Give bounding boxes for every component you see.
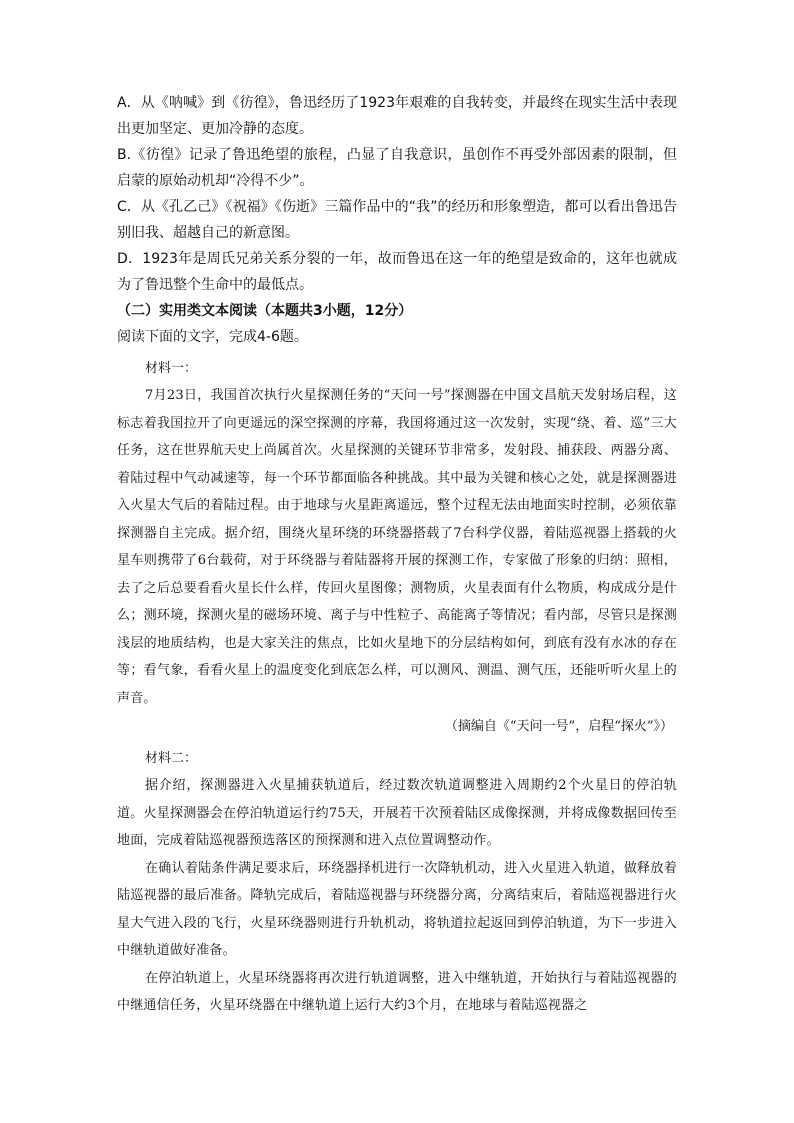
material2-paragraph-3: 在停泊轨道上，火星环绕器将再次进行轨道调整，进入中继轨道，开始执行与着陆巡视器的中继通信任务，火星环绕器在中继轨道上运行大约3个月，在地球与着陆巡视器之	[117, 970, 677, 1013]
material1-title: 材料一：	[145, 361, 198, 376]
material1-paragraph: 7月23日，我国首次执行火星探测任务的“天问一号”探测器在中国文昌航天发射场启程，这标志着我国拉开了向更遥远的深空探测的序幕，我国将通过这一次发射，实现“绕、着、巡”三大任务，这在世界航天史上尚属首次。火星探测的关键环节非常多，发射段、捕获段、两器分离、着陆过程中气动减速等，每一个环节都面临各种挑战。其中最为关键和核心之处，就是探测器进入火星大气后的着陆过程。由于地球与火星距离遥远，整个过程无法由地面实时控制，必须依靠探测器自主完成。据介绍，围绕火星环绕的环绕器搭载了7台科学仪器，着陆巡视器上搭载的火星车则携带了6台载荷，对于环绕器与着陆器将开展的探测工作，专家做了形象的归纳：照相，去了之后总要看看火星长什么样，传回火星图像；测物质，火星表面有什么物质，构成成分是什么；测环境，探测火星的磁场环境、离子与中性粒子、高能离子等情况；看内部，尽管只是探测浅层的地质结构，也是大家关注的焦点，比如火星地下的分层结构如何，到底有没有水冰的存在等；看气象，看看火星上的温度变化到底怎么样，可以测风、测温、测气压，还能听听火星上的声音。	[117, 388, 677, 706]
material2-title: 材料二：	[145, 751, 198, 766]
material1-source: （摘编自《“天问一号”，启程“探火”》）	[444, 719, 673, 734]
text-column	[117, 90, 677, 1020]
material2-paragraph-2: 在确认着陆条件满足要求后，环绕器择机进行一次降轨机动，进入火星进入轨道，做释放着陆巡视器的最后准备。降轨完成后，着陆巡视器与环绕器分离，分离结束后，着陆巡视器进行火星大气进入段的飞行，火星环绕器则进行升轨机动，将轨道拉起返回到停泊轨道，为下一步进入中继轨道做好准备。	[117, 860, 677, 958]
material2-paragraph-1: 据介绍，探测器进入火星捕获轨道后，经过数次轨道调整进入周期约2个火星日的停泊轨道。火星探测器会在停泊轨道运行约75天，开展若干次预着陆区成像探测，并将成像数据回传至地面，完成着陆巡视器预选落区的预探测和进入点位置调整动作。	[117, 778, 677, 848]
option-b: B.《彷徨》记录了鲁迅绝望的旅程，凸显了自我意识，虽创作不再受外部因素的限制，但启蒙的原始动机却“冷得不少”。	[117, 147, 677, 189]
option-a: A．从《呐喊》到《彷徨》，鲁迅经历了1923年艰难的自我转变，并最终在现实生活中表现出更加坚定、更加冷静的态度。	[117, 95, 677, 137]
option-c: C．从《孔乙己》《祝福》《伤逝》三篇作品中的“我”的经历和形象塑造，都可以看出鲁迅告别旧我、超越自己的新意图。	[117, 199, 677, 241]
section-title: （二）实用类文本阅读（本题共3小题，12分）	[117, 303, 413, 319]
reading-instruction: 阅读下面的文字，完成4-6题。	[117, 329, 308, 345]
option-d: D．1923年是周氏兄弟关系分裂的一年，故而鲁迅在这一年的绝望是致命的，这年也就成为了鲁迅整个生命中的最低点。	[117, 251, 677, 293]
